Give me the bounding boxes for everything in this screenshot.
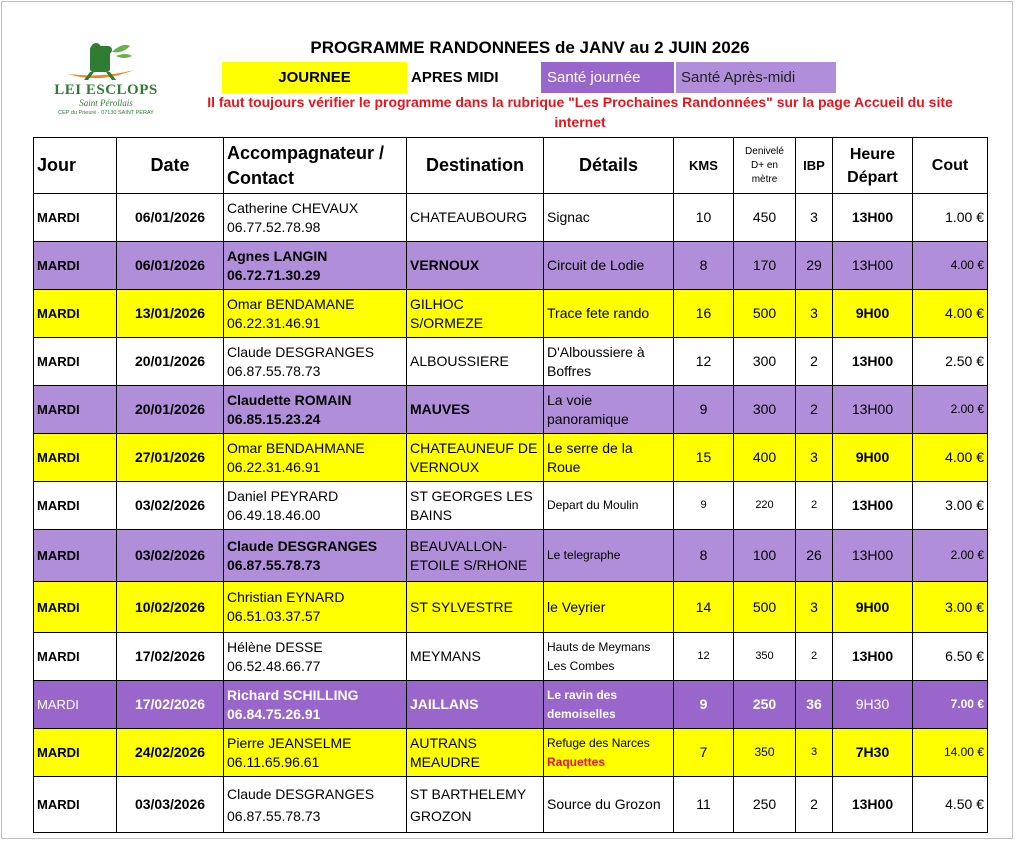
cell-accompagnateur: [224, 386, 407, 434]
dest-line1: ALBOUSSIERE: [410, 353, 509, 369]
cell-cout: 3.00 €: [913, 582, 988, 633]
cell-kms: 15: [674, 434, 734, 482]
dest-line1: CHATEAUNEUF DE: [410, 439, 538, 456]
cell-ibp: 3: [796, 729, 833, 777]
acc-phone: 06.11.65.96.61: [227, 753, 320, 770]
col-deniv-line1: Denivelé: [745, 145, 784, 157]
cell-denivele: 350: [734, 633, 796, 681]
dest-line1: JAILLANS: [410, 696, 479, 712]
acc-phone: 06.22.31.46.91: [227, 458, 321, 475]
table-row: [34, 434, 988, 482]
acc-phone: 06.51.03.37.57: [227, 608, 321, 624]
dest-line1: GILHOC S/ORMEZE: [410, 295, 484, 331]
cell-denivele: 170: [734, 242, 796, 290]
col-deniv-line2: D+ en: [751, 159, 778, 171]
acc-phone: 06.87.55.78.73: [227, 556, 321, 573]
cell-cout: 4.00 €: [913, 242, 988, 290]
cell-ibp: 2: [796, 386, 833, 434]
cell-denivele: 250: [734, 681, 796, 729]
cell-details: [544, 530, 674, 582]
cell-destination: [407, 482, 544, 530]
col-heure: [833, 138, 913, 194]
col-ibp: IBP: [796, 138, 833, 194]
cell-jour: MARDI: [34, 386, 117, 434]
cell-kms: 10: [674, 194, 734, 242]
cell-accompagnateur: [224, 633, 407, 681]
cell-cout: 6.50 €: [913, 633, 988, 681]
acc-name: Hélène DESSE: [227, 638, 323, 655]
table-row: [34, 290, 988, 338]
cell-ibp: 3: [796, 434, 833, 482]
cell-date: 03/03/2026: [117, 777, 224, 833]
cell-ibp: 3: [796, 582, 833, 633]
cell-denivele: 300: [734, 338, 796, 386]
cell-accompagnateur: [224, 338, 407, 386]
det-line1: D'Alboussiere à: [547, 343, 645, 360]
acc-phone: 06.85.15.23.24: [227, 410, 321, 427]
col-heure-line1: Heure: [849, 145, 896, 163]
col-jour: Jour: [34, 138, 117, 194]
cell-destination: [407, 530, 544, 582]
det-line2: Raquettes: [547, 754, 606, 769]
legend-journee: JOURNEE: [222, 62, 407, 93]
cell-cout: 7.00 €: [913, 681, 988, 729]
table-row: [34, 633, 988, 681]
cell-ibp: 2: [796, 633, 833, 681]
cell-kms: 14: [674, 582, 734, 633]
cell-accompagnateur: [224, 681, 407, 729]
cell-heure: 9H00: [833, 290, 913, 338]
col-details: Détails: [544, 138, 674, 194]
det-line1: Refuge des Narces: [547, 735, 650, 750]
cell-destination: [407, 194, 544, 242]
cell-kms: 8: [674, 242, 734, 290]
det-line1: Depart du Moulin: [547, 498, 639, 512]
legend-sante-journee: Santé journée: [541, 62, 674, 93]
col-cout: Cout: [913, 138, 988, 194]
cell-date: 17/02/2026: [117, 681, 224, 729]
table-row: [34, 194, 988, 242]
cell-kms: 12: [674, 633, 734, 681]
table-row: [34, 777, 988, 833]
det-line1: La voie: [547, 391, 593, 408]
col-denivele: [734, 138, 796, 194]
table-row: [34, 582, 988, 633]
logo-subtitle: Saint Pérollais: [79, 98, 133, 108]
acc-name: Pierre JEANSELME: [227, 734, 352, 751]
club-logo: [50, 40, 162, 120]
table-row: [34, 386, 988, 434]
cell-details: [544, 582, 674, 633]
cell-details: [544, 482, 674, 530]
cell-details: [544, 681, 674, 729]
det-line1: le Veyrier: [547, 598, 606, 615]
cell-accompagnateur: [224, 194, 407, 242]
acc-phone: 06.84.75.26.91: [227, 705, 321, 722]
cell-date: 24/02/2026: [117, 729, 224, 777]
cell-date: 06/01/2026: [117, 242, 224, 290]
det-line2: panoramique: [547, 410, 629, 427]
acc-phone: 06.72.71.30.29: [227, 266, 321, 283]
legend-apres-midi: APRES MIDI: [409, 62, 539, 93]
cell-heure: 13H00: [833, 194, 913, 242]
cell-date: 20/01/2026: [117, 386, 224, 434]
cell-details: [544, 242, 674, 290]
acc-name: Claudette ROMAIN: [227, 391, 352, 408]
cell-accompagnateur: [224, 290, 407, 338]
col-heure-line2: Départ: [847, 168, 898, 186]
det-line2: demoiselles: [547, 706, 616, 721]
det-line1: Source du Grozon: [547, 796, 661, 812]
acc-phone: 06.87.55.78.73: [227, 362, 321, 379]
cell-destination: [407, 633, 544, 681]
cell-ibp: 36: [796, 681, 833, 729]
cell-heure: 13H00: [833, 530, 913, 582]
cell-jour: MARDI: [34, 338, 117, 386]
cell-jour: MARDI: [34, 434, 117, 482]
cell-cout: 3.00 €: [913, 482, 988, 530]
cell-kms: 9: [674, 482, 734, 530]
cell-heure: 13H00: [833, 777, 913, 833]
cell-destination: [407, 386, 544, 434]
cell-denivele: 500: [734, 582, 796, 633]
cell-ibp: 2: [796, 482, 833, 530]
cell-jour: MARDI: [34, 242, 117, 290]
cell-cout: 14.00 €: [913, 729, 988, 777]
cell-cout: 1.00 €: [913, 194, 988, 242]
cell-kms: 8: [674, 530, 734, 582]
acc-name: Claude DESGRANGES: [227, 343, 375, 360]
cell-details: [544, 338, 674, 386]
cell-kms: 7: [674, 729, 734, 777]
dest-line2: MEAUDRE: [410, 753, 481, 770]
det-line1: Le telegraphe: [547, 548, 621, 562]
dest-line2: VERNOUX: [410, 458, 480, 475]
cell-date: 03/02/2026: [117, 530, 224, 582]
col-destination: Destination: [407, 138, 544, 194]
det-line1: Trace fete rando: [547, 305, 650, 321]
cell-date: 17/02/2026: [117, 633, 224, 681]
acc-name: Richard SCHILLING: [227, 686, 359, 703]
cell-denivele: 500: [734, 290, 796, 338]
cell-kms: 9: [674, 681, 734, 729]
programme-table: [33, 137, 988, 833]
dest-line1: CHATEAUBOURG: [410, 209, 528, 225]
cell-denivele: 100: [734, 530, 796, 582]
cell-cout: 2.00 €: [913, 530, 988, 582]
cell-accompagnateur: [224, 729, 407, 777]
cell-kms: 12: [674, 338, 734, 386]
cell-heure: 13H00: [833, 386, 913, 434]
cell-details: [544, 386, 674, 434]
cell-denivele: 350: [734, 729, 796, 777]
dest-line1: BEAUVALLON-: [410, 537, 507, 554]
cell-destination: [407, 582, 544, 633]
det-line2: Les Combes: [547, 658, 615, 673]
cell-date: 27/01/2026: [117, 434, 224, 482]
acc-phone: 06.52.48.66.77: [227, 657, 321, 674]
col-date: Date: [117, 138, 224, 194]
col-deniv-line3: mètre: [751, 173, 778, 185]
logo-address: CEP du Prieuré · 07130 SAINT PERAY: [58, 110, 154, 116]
cell-ibp: 3: [796, 194, 833, 242]
cell-accompagnateur: [224, 582, 407, 633]
cell-destination: [407, 777, 544, 833]
dest-line1: AUTRANS: [410, 734, 477, 751]
cell-ibp: 2: [796, 338, 833, 386]
cell-jour: MARDI: [34, 633, 117, 681]
cell-cout: 4.50 €: [913, 777, 988, 833]
table-row: [34, 530, 988, 582]
cell-date: 10/02/2026: [117, 582, 224, 633]
cell-denivele: 250: [734, 777, 796, 833]
acc-phone: 06.49.18.46.00: [227, 506, 321, 523]
acc-name: Daniel PEYRARD: [227, 487, 339, 504]
cell-details: [544, 290, 674, 338]
cell-kms: 9: [674, 386, 734, 434]
cell-jour: MARDI: [34, 482, 117, 530]
cell-heure: 13H00: [833, 482, 913, 530]
cell-date: 03/02/2026: [117, 482, 224, 530]
acc-name: Christian EYNARD: [227, 589, 345, 605]
col-kms: KMS: [674, 138, 734, 194]
dest-line1: ST GEORGES LES: [410, 487, 533, 504]
cell-cout: 2.00 €: [913, 386, 988, 434]
table-row: [34, 681, 988, 729]
cell-jour: MARDI: [34, 681, 117, 729]
dest-line1: ST BARTHELEMY: [410, 785, 527, 802]
cell-details: [544, 633, 674, 681]
cell-jour: MARDI: [34, 194, 117, 242]
cell-denivele: 400: [734, 434, 796, 482]
cell-ibp: 29: [796, 242, 833, 290]
col-acc-line2: Contact: [227, 167, 294, 188]
dest-line1: ST SYLVESTRE: [410, 598, 513, 615]
warning-notice: Il faut toujours vérifier le programme dans la rubrique "Les Prochaines Randonnées" sur la page Accueil du site internet: [207, 94, 953, 130]
cell-date: 20/01/2026: [117, 338, 224, 386]
table-row: [34, 729, 988, 777]
det-line1: Le ravin des: [547, 687, 618, 702]
cell-destination: [407, 242, 544, 290]
cell-destination: [407, 290, 544, 338]
cell-details: [544, 777, 674, 833]
cell-denivele: 300: [734, 386, 796, 434]
cell-kms: 11: [674, 777, 734, 833]
cell-jour: MARDI: [34, 729, 117, 777]
cell-heure: 9H00: [833, 434, 913, 482]
col-acc-line1: Accompagnateur /: [227, 142, 385, 163]
cell-jour: MARDI: [34, 530, 117, 582]
cell-heure: 9H30: [833, 681, 913, 729]
cell-cout: 2.50 €: [913, 338, 988, 386]
table-row: [34, 482, 988, 530]
table-row: [34, 338, 988, 386]
acc-phone: 06.22.31.46.91: [227, 314, 321, 331]
cell-denivele: 450: [734, 194, 796, 242]
dest-line1: VERNOUX: [410, 257, 480, 273]
cell-accompagnateur: [224, 242, 407, 290]
cell-jour: MARDI: [34, 290, 117, 338]
dest-line1: MAUVES: [410, 401, 470, 417]
acc-phone: 06.77.52.78.98: [227, 218, 321, 235]
cell-jour: MARDI: [34, 582, 117, 633]
acc-name: Catherine CHEVAUX: [227, 199, 359, 216]
cell-details: [544, 729, 674, 777]
cell-details: [544, 434, 674, 482]
cell-accompagnateur: [224, 530, 407, 582]
col-accompagnateur: [224, 138, 407, 194]
cell-heure: 13H00: [833, 633, 913, 681]
cell-kms: 16: [674, 290, 734, 338]
cell-date: 06/01/2026: [117, 194, 224, 242]
dest-line1: MEYMANS: [410, 648, 481, 664]
acc-name: Omar BENDAMANE: [227, 295, 355, 312]
logo-title: LEI ESCLOPS: [54, 82, 158, 98]
dest-line2: ETOILE S/RHONE: [410, 556, 528, 573]
cell-accompagnateur: [224, 482, 407, 530]
det-line1: Signac: [547, 209, 590, 225]
dest-line2: GROZON: [410, 807, 472, 824]
cell-heure: 7H30: [833, 729, 913, 777]
table-row: [34, 242, 988, 290]
det-line1: Hauts de Meymans: [547, 639, 651, 654]
cell-heure: 9H00: [833, 582, 913, 633]
cell-destination: [407, 338, 544, 386]
cell-denivele: 220: [734, 482, 796, 530]
cell-cout: 4.00 €: [913, 434, 988, 482]
cell-destination: [407, 729, 544, 777]
legend-sante-apres-midi: Santé Après-midi: [676, 62, 836, 93]
table-header-row: [34, 138, 988, 194]
cell-ibp: 26: [796, 530, 833, 582]
cell-accompagnateur: [224, 777, 407, 833]
cell-accompagnateur: [224, 434, 407, 482]
cell-heure: 13H00: [833, 338, 913, 386]
acc-name: Omar BENDAHMANE: [227, 439, 365, 456]
cell-date: 13/01/2026: [117, 290, 224, 338]
dest-line2: BAINS: [410, 506, 453, 523]
det-line2: Roue: [547, 458, 581, 475]
cell-jour: MARDI: [34, 777, 117, 833]
cell-ibp: 3: [796, 290, 833, 338]
cell-heure: 13H00: [833, 242, 913, 290]
page-title: PROGRAMME RANDONNEES de JANV au 2 JUIN 2026: [310, 38, 750, 57]
acc-name: Claude DESGRANGES: [227, 785, 375, 802]
cell-destination: [407, 681, 544, 729]
cell-details: [544, 194, 674, 242]
acc-phone: 06.87.55.78.73: [227, 807, 321, 824]
det-line2: Boffres: [547, 362, 592, 379]
cell-cout: 4.00 €: [913, 290, 988, 338]
acc-name: Agnes LANGIN: [227, 247, 328, 264]
cell-destination: [407, 434, 544, 482]
cell-ibp: 2: [796, 777, 833, 833]
hikers-logo-icon: [60, 40, 140, 82]
det-line1: Circuit de Lodie: [547, 257, 645, 273]
det-line1: Le serre de la: [547, 439, 633, 456]
acc-name: Claude DESGRANGES: [227, 537, 378, 554]
